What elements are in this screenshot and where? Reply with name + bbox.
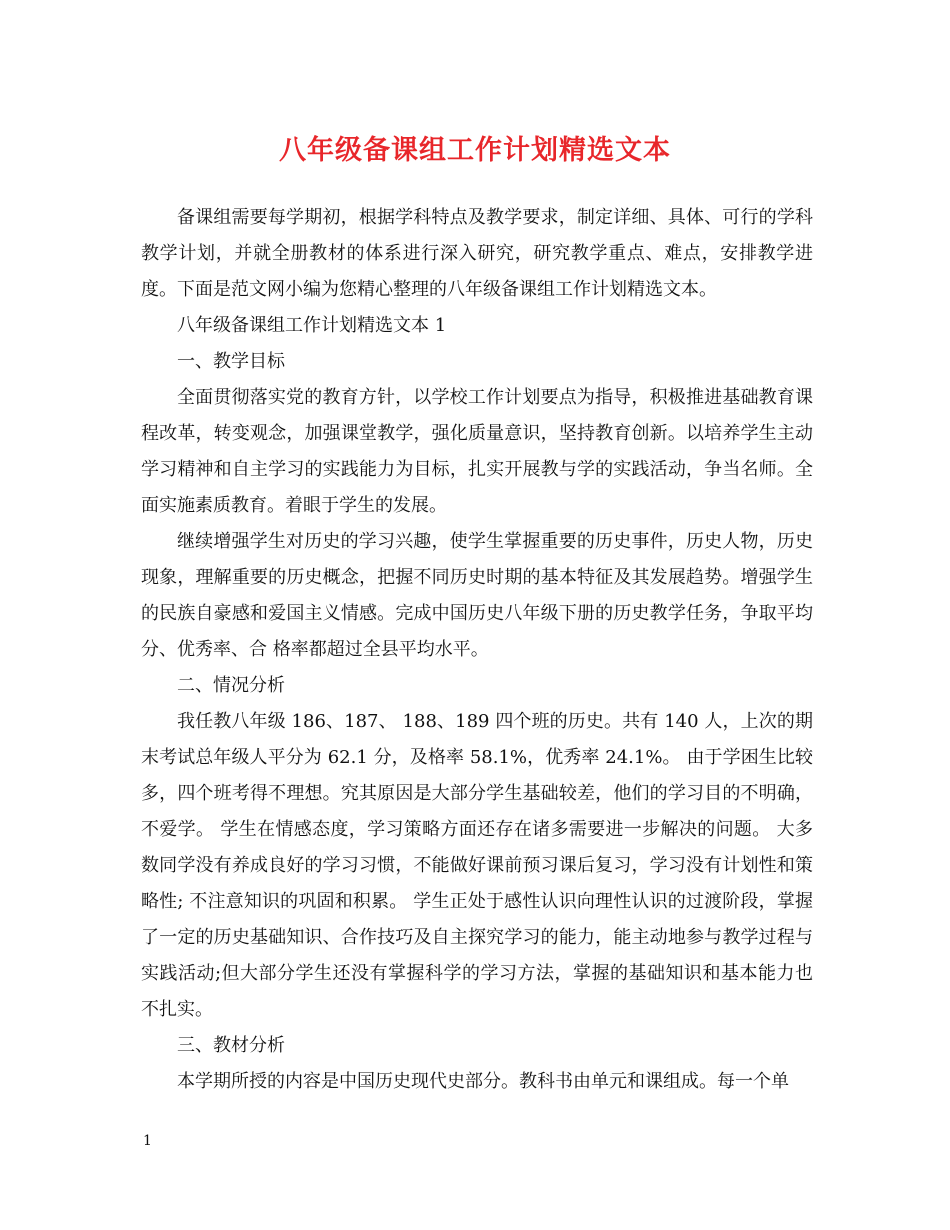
paragraph-goals-2: 继续增强学生对历史的学习兴趣，使学生掌握重要的历史事件，历史人物，历史现象，理解重要的历史概念，把握不同历史时期的基本特征及其发展趋势。增强学生的民族自豪感和爱国主义情感。完成中国历史八年级下册的历史教学任务，争取平均分、优秀率、合 格率都超过全县平均水平。 xyxy=(141,531,813,660)
document-body xyxy=(141,200,813,1100)
intro-paragraph: 备课组需要每学期初，根据学科特点及教学要求，制定详细、具体、可行的学科教学计划，并就全册教材的体系进行深入研究，研究教学重点、难点，安排教学进度。下面是范文网小编为您精心整理的八年级备课组工作计划精选文本。 xyxy=(141,207,813,300)
paragraph-textbook: 本学期所授的内容是中国历史现代史部分。教科书由单元和课组成。每一个单 xyxy=(177,1071,789,1092)
heading-teaching-goals: 一、教学目标 xyxy=(177,351,285,372)
paragraph-situation: 我任教八年级 186、187、 188、189 四个班的历史。共有 140 人，上次的期末考试总年级人平分为 62.1 分，及格率 58.1%，优秀率 24.1%。 由于学困生比较多，四个班考得不理想。究其原因是大部分学生基础较差，他们的学习目的不明确，不爱学。 学生在情感态度，学习策略方面还存在诸多需要进一步解决的问题。 大多数同学没有养成良好的学习习惯，不能做好课前预习课后复习，学习没有计划性和策略性; 不注意知识的巩固和积累。 学生正处于感性认识向理性认识的过渡阶段，掌握了一定的历史基础知识、合作技巧及自主探究学习的能力，能主动地参与教学过程与实践活动;但大部分学生还没有掌握科学的学习方法，掌握的基础知识和基本能力也不扎实。 xyxy=(141,711,813,1020)
paragraph-goals-1: 全面贯彻落实党的教育方针，以学校工作计划要点为指导，积极推进基础教育课程改革，转变观念，加强课堂教学，强化质量意识，坚持教育创新。以培养学生主动学习精神和自主学习的实践能力为目标，扎实开展教与学的实践活动，争当名师。全面实施素质教育。着眼于学生的发展。 xyxy=(141,387,813,516)
section-subtitle: 八年级备课组工作计划精选文本 1 xyxy=(177,315,447,336)
document-title: 八年级备课组工作计划精选文本 xyxy=(279,135,671,166)
heading-situation-analysis: 二、情况分析 xyxy=(177,675,285,696)
heading-textbook-analysis: 三、教材分析 xyxy=(177,1035,285,1056)
page-number: 1 xyxy=(143,1133,152,1149)
